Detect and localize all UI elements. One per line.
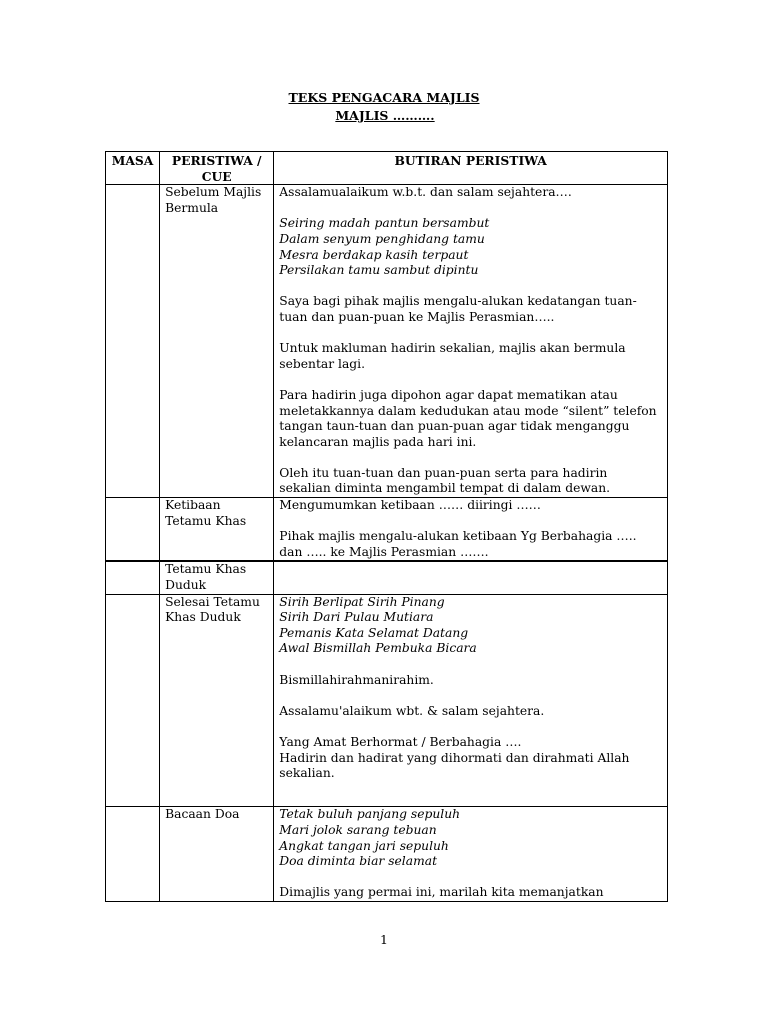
page-number: 1 [380, 932, 388, 947]
pantun-line: Sirih Berlipat Sirih Pinang [279, 594, 445, 609]
paragraph: Mengumumkan ketibaan …… diiringi …… [279, 498, 541, 513]
document-title: TEKS PENGACARA MAJLIS [288, 90, 480, 105]
pantun-line: Tetak buluh panjang sepuluh [279, 807, 461, 822]
table-row [106, 807, 668, 902]
butiran-cell [274, 185, 668, 498]
butiran-cell [274, 561, 668, 594]
paragraph-line: Hadirin dan hadirat yang dihormati dan dirahmati Allah sekalian. [279, 750, 630, 781]
spacer [279, 797, 662, 806]
paragraph: Para hadirin juga dipohon agar dapat mematikan atau meletakkannya dalam kedudukan atau mode “silent” telefon tangan taun-tuan dan puan-puan agar tidak menganggu kelancaran majlis pada hari ini. [279, 387, 657, 449]
paragraph: Oleh itu tuan-tuan dan puan-puan serta para hadirin sekalian diminta mengambil tempat di dalam dewan. [279, 465, 611, 496]
butiran-cell [274, 498, 668, 562]
header-butiran: BUTIRAN PERISTIWA [274, 152, 668, 185]
paragraph: Saya bagi pihak majlis mengalu-alukan kedatangan tuan-tuan dan puan-puan ke Majlis Perasmian….. [279, 294, 637, 324]
pantun-line: Doa diminta biar selamat [279, 854, 438, 869]
masa-cell [106, 807, 160, 902]
pantun [279, 807, 662, 869]
table-row [106, 498, 668, 562]
pantun-line: Pemanis Kata Selamat Datang [279, 625, 469, 640]
butiran-cell [274, 594, 668, 807]
cue-cell: Tetamu Khas Duduk [160, 561, 274, 594]
masa-cell [106, 561, 160, 594]
paragraph: Bismillahirahmanirahim. [279, 672, 434, 687]
pantun-line: Mesra berdakap kasih terpaut [279, 247, 469, 262]
cue-cell: Ketibaan Tetamu Khas [160, 498, 274, 562]
paragraph [279, 735, 662, 782]
masa-cell [106, 594, 160, 807]
table-row [106, 185, 668, 498]
pantun-line: Sirih Dari Pulau Mutiara [279, 610, 434, 625]
cue-cell: Sebelum Majlis Bermula [160, 185, 274, 498]
paragraph: Pihak majlis mengalu-alukan ketibaan Yg Berbahagia ….. dan ….. ke Majlis Perasmian ……. [279, 529, 637, 559]
pantun-line: Mari jolok sarang tebuan [279, 822, 437, 837]
butiran-cell [274, 807, 668, 902]
cue-cell: Selesai Tetamu Khas Duduk [160, 594, 274, 807]
pantun-line: Persilakan tamu sambut dipintu [279, 263, 479, 278]
table-header-row [106, 152, 668, 185]
header-masa: MASA [106, 152, 160, 185]
table-row [106, 561, 668, 594]
paragraph: Assalamualaikum w.b.t. dan salam sejahtera…. [279, 185, 572, 200]
cue-cell: Bacaan Doa [160, 807, 274, 902]
paragraph: Dimajlis yang permai ini, marilah kita memanjatkan [279, 885, 604, 900]
paragraph: Untuk makluman hadirin sekalian, majlis akan bermula sebentar lagi. [279, 341, 626, 371]
header-peristiwa: PERISTIWA / CUE [160, 152, 274, 185]
paragraph-line: Yang Amat Berhormat / Berbahagia …. [279, 734, 522, 749]
document-subtitle: MAJLIS ………. [335, 108, 435, 123]
pantun-line: Seiring madah pantun bersambut [279, 216, 490, 231]
masa-cell [106, 498, 160, 562]
pantun-line: Angkat tangan jari sepuluh [279, 838, 449, 853]
pantun-line: Dalam senyum penghidang tamu [279, 231, 485, 246]
pantun [279, 216, 662, 278]
paragraph: Assalamu'alaikum wbt. & salam sejahtera. [279, 703, 545, 718]
pantun [279, 595, 662, 657]
program-table [105, 151, 668, 902]
table-row [106, 594, 668, 807]
masa-cell [106, 185, 160, 498]
pantun-line: Awal Bismillah Pembuka Bicara [279, 641, 477, 656]
